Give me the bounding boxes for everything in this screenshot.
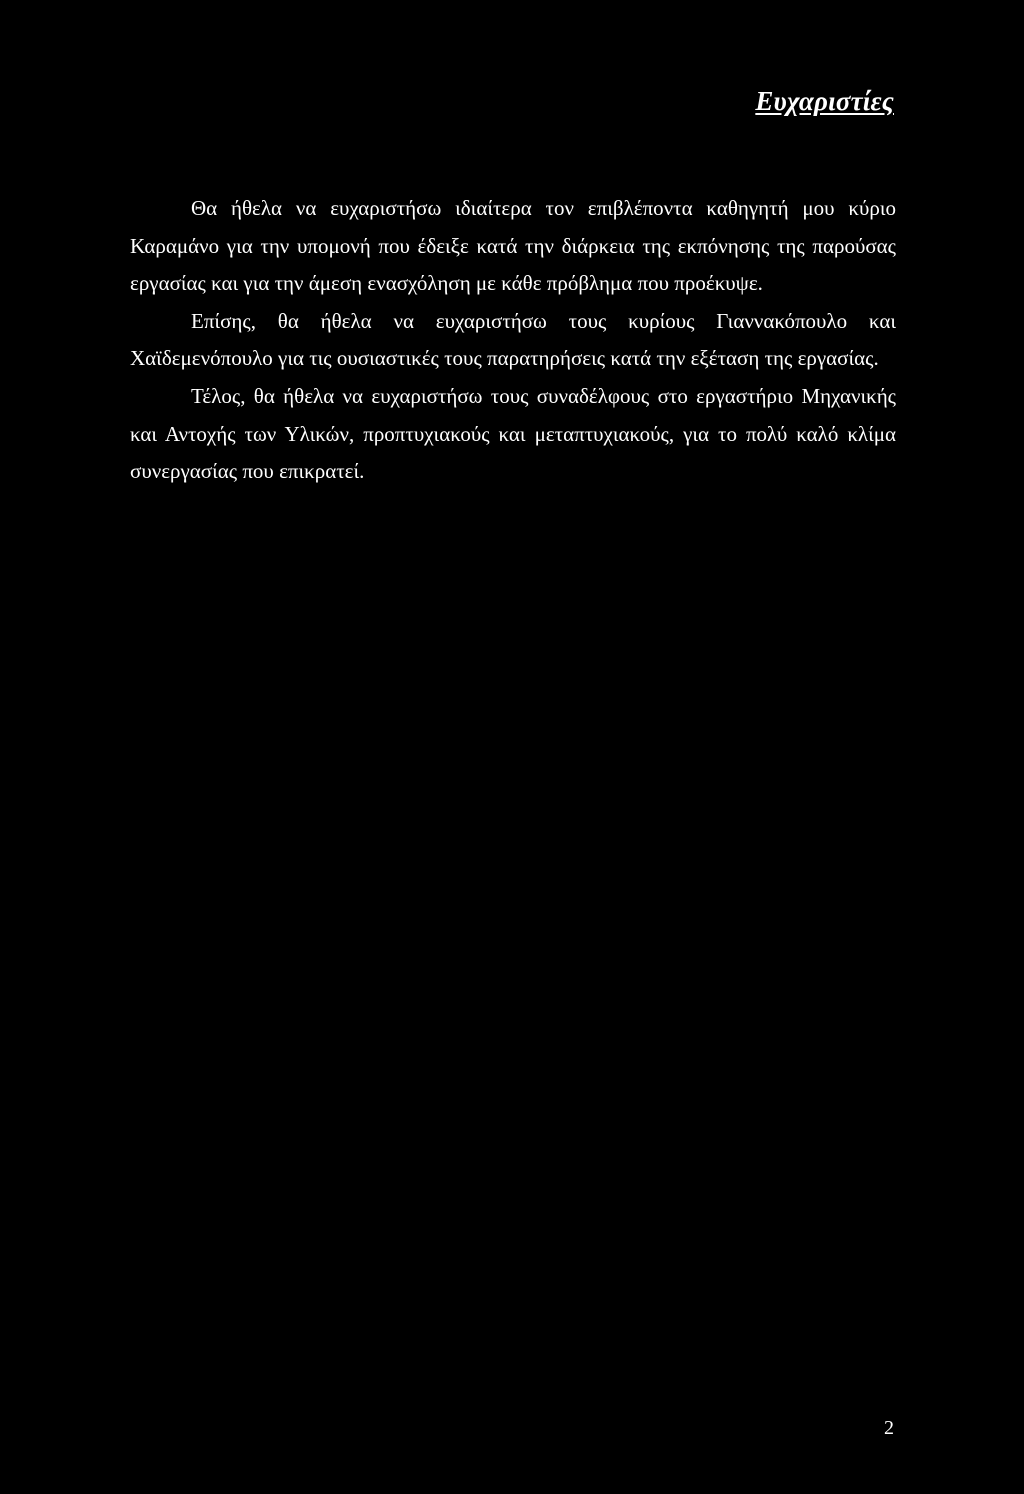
paragraph-1: Θα ήθελα να ευχαριστήσω ιδιαίτερα τον επιβλέποντα καθηγητή μου κύριο Καραμάνο για την υπομονή που έδειξε κατά την διάρκεια της εκπόνησης της παρούσας εργασίας και για την άμεση ενασχόληση με κάθε πρόβλημα που προέκυψε.	[130, 196, 896, 296]
paragraph-3: Τέλος, θα ήθελα να ευχαριστήσω τους συναδέλφους στο εργαστήριο Μηχανικής και Αντοχής των Υλικών, προπτυχιακούς και μεταπτυχιακούς, για το πολύ καλό κλίμα συνεργασίας που επικρατεί.	[130, 383, 896, 484]
paragraph-2: Επίσης, θα ήθελα να ευχαριστήσω τους κυρίους Γιαννακόπουλο και Χαϊδεμενόπουλο για τις ουσιαστικές τους παρατηρήσεις κατά την εξέταση της εργασίας.	[130, 308, 896, 371]
page-number: 2	[884, 1417, 894, 1439]
acknowledgements-body	[130, 190, 896, 491]
page-heading: Ευχαριστίες	[755, 86, 894, 116]
